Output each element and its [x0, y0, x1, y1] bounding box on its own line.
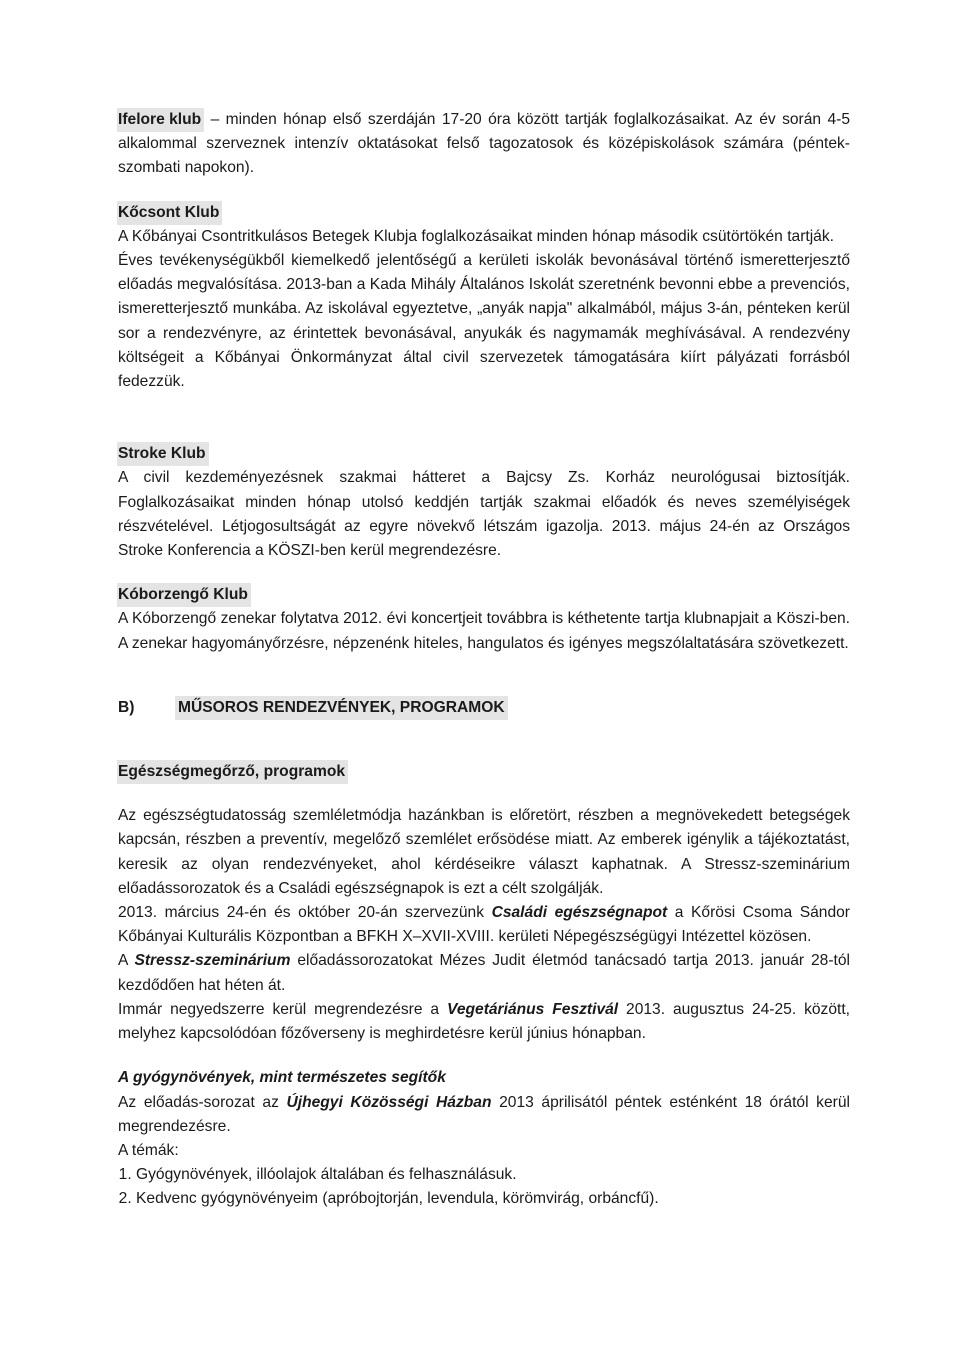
ujhegy-community-house: Újhegyi Közösségi Házban	[286, 1093, 492, 1111]
stroke-paragraph: A civil kezdeményezésnek szakmai hátteret a Bajcsy Zs. Korház neurológusai biztosítják. Foglalkozásaikat minden hónap utolsó keddjén tartják szakmai előadók és neves személyiségek részvételével. Létjogosultságát az egyre növekvő létszám igazolja. 2013. május 24-én az Országos Stroke Konferencia a KÖSZI-ben kerül megrendezésre.	[118, 469, 850, 560]
ifelore-heading: Ifelore klub	[117, 108, 204, 132]
list-item: 1. Gyógynövények, illóolajok általában és felhasználásuk.	[136, 1163, 850, 1187]
topics-label: A témák:	[118, 1141, 179, 1159]
family-health-day: Családi egészségnapot	[491, 904, 668, 922]
herbs-p1-text-a: Az előadás-sorozat az	[118, 1093, 287, 1111]
vegetarian-festival: Vegetáriánus Fesztivál	[447, 1000, 619, 1018]
stroke-heading: Stroke Klub	[117, 442, 209, 466]
health-paragraph-1: Az egészségtudatosság szemléletmódja hazánkban is előretört, részben a megnövekedett betegségek kapcsán, részben a preventív, megelőző szemlélet erősödése miatt. Az emberek igénylik a tájékoztatást, keresik az olyan rendezvényeket, ahol kérdéseikre választ kaphatnak. A Stressz-szeminárium előadássorozatok és a Családi egészségnapok is ezt a célt szolgálják.	[118, 807, 850, 897]
section-b-heading	[118, 696, 850, 720]
section-b-title: MŰSOROS RENDEZVÉNYEK, PROGRAMOK	[175, 696, 508, 720]
stroke-heading-row	[118, 442, 850, 466]
ifelore-paragraph	[118, 108, 850, 181]
list-item: 2. Kedvenc gyógynövényeim (apróbojtorján, levendula, körömvirág, orbáncfű).	[136, 1187, 850, 1211]
kocsont-heading-row	[118, 201, 850, 225]
herbs-paragraph	[118, 1091, 850, 1139]
health-p2-text-a: 2013. március 24-én és október 20-án szervezünk	[118, 904, 492, 922]
ifelore-text: – minden hónap első szerdáján 17-20 óra között tartják foglalkozásaikat. Az év során 4-5 alkalommal szerveznek intenzív oktatásokat felső tagozatosok és középiskolások számára (péntek-szombati napokon).	[118, 111, 850, 177]
herbs-heading: A gyógynövények, mint természetes segítők	[118, 1069, 446, 1087]
herbs-p1-text-b: 2013 áprilisától péntek esténként 18 órától kerül megrendezésre.	[118, 1093, 850, 1135]
health-heading: Egészségmegőrző, programok	[117, 760, 348, 784]
topics-list	[118, 1163, 850, 1211]
health-p4-text-b: 2013. augusztus 24-25. között, melyhez kapcsolódóan főzőverseny is meghirdetésre kerül június hónapban.	[118, 1000, 851, 1043]
health-p2-text-b: a Kőrösi Csoma Sándor Kőbányai Kulturális Központban a BFKH X–XVII-XVIII. kerületi Népegészségügyi Intézettel közösen.	[118, 904, 850, 946]
health-paragraph-3	[118, 949, 850, 997]
health-heading-row	[118, 760, 850, 784]
kocsont-heading: Kőcsont Klub	[117, 201, 222, 225]
koborzengo-paragraph: A Kóborzengő zenekar folytatva 2012. évi koncertjeit továbbra is kéthetente tartja klubnapjait a Köszi-ben. A zenekar hagyományőrzésre, népzenénk hiteles, hangulatos és igényes megszólaltatására szövetkezett.	[118, 610, 850, 652]
health-p3-text-b: előadássorozatokat Mézes Judit életmód tanácsadó tartja 2013. január 28-tól kezdődően hat héten át.	[118, 952, 851, 994]
koborzengo-heading-row	[118, 583, 850, 607]
health-paragraph-2	[118, 901, 850, 949]
health-paragraph-4	[118, 998, 850, 1046]
stress-seminar: Stressz-szeminárium	[134, 952, 291, 970]
health-p3-text-a: A	[118, 952, 135, 970]
section-b-letter: B)	[118, 698, 135, 716]
koborzengo-heading: Kóborzengő Klub	[117, 583, 251, 607]
health-p4-text-a: Immár negyedszerre kerül megrendezésre a	[118, 1000, 447, 1018]
document-page	[118, 108, 850, 1212]
kocsont-paragraph-1: A Kőbányai Csontritkulásos Betegek Klubja foglalkozásaikat minden hónap második csütörtökén tartják.	[118, 227, 834, 245]
kocsont-paragraph-2: Éves tevékenységükből kiemelkedő jelentőségű a kerületi iskolák bevonásával történő ismeretterjesztő előadás megvalósítása. 2013-ban a Kada Mihály Általános Iskolát szeretnénk bevonni ebbe a prevenciós, ismeretterjesztő munkába. Az iskolával egyeztetve, „anyák napja" alkalmából, május 3-án, pénteken kerül sor a rendezvényre, az érintettek bevonásával, anyukák és nagymamák meghívásával. A rendezvény költségeit a Kőbányai Önkormányzat által civil szervezetek támogatására kiírt pályázati forrásból fedezzük.	[118, 252, 850, 391]
